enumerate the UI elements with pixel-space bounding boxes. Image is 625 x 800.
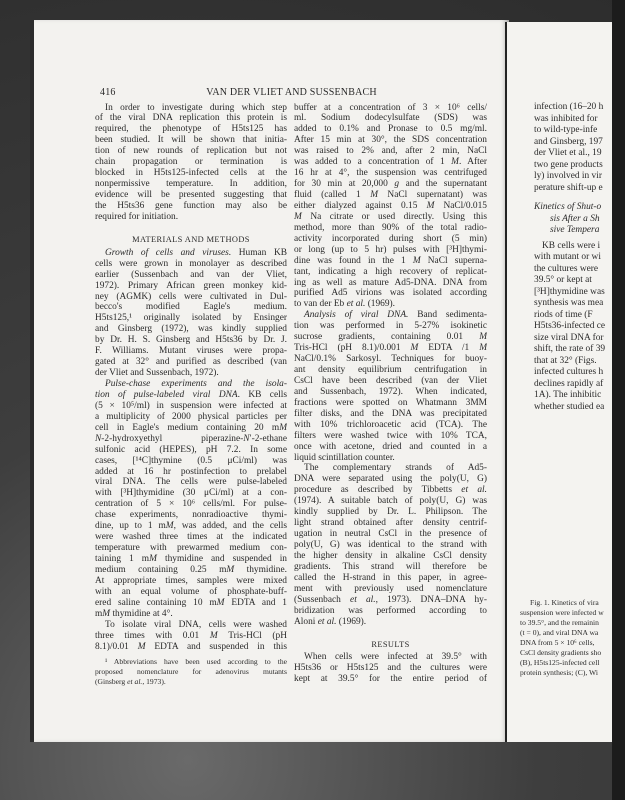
section-heading: MATERIALS AND METHODS: [132, 234, 250, 244]
text-line: filters were washed twice with 10% TCA,: [294, 430, 487, 441]
text-line: ml. Sodium dodecylsulfate (SDS) was: [294, 113, 487, 124]
text-run: procedure as described by Tibbetts: [294, 485, 462, 496]
caption-line: DNA from 5 × 10⁶ cells,: [520, 638, 595, 647]
text-line: method, more than 90% of the total radio-: [294, 222, 487, 233]
text-line: were washed three times at the indicated: [95, 532, 287, 543]
text-line: was inhibited for: [534, 113, 598, 124]
paragraph: [294, 652, 487, 685]
text-line: infection (16–20 h: [534, 102, 604, 112]
text-line: [294, 157, 487, 168]
text-line: [294, 343, 487, 354]
text-line: and Sussenbach, 1972). When indicated,: [294, 386, 487, 397]
text-line: chase experiments, nonradioactive thymi-: [95, 510, 287, 521]
text-line: ly) involved in vir: [534, 171, 602, 181]
text-line: becco's modified Eagle's medium.: [95, 302, 287, 313]
figure-caption: [520, 598, 612, 678]
text-line: ant density equilibrium centrifugation in: [294, 365, 487, 375]
italic-text: et al.: [127, 676, 143, 686]
text-line: [95, 554, 287, 565]
italic-text: M: [165, 521, 174, 532]
text-run: Band sedimenta-: [408, 310, 487, 321]
text-line: with [³H]thymidine (30 μCi/ml) at a con-: [95, 488, 287, 499]
italic-text: et al.: [350, 594, 376, 605]
text-line: [95, 423, 287, 434]
text-line: [³H]thymidine was: [534, 286, 605, 297]
text-line: light strand obtained after density centrif-: [294, 518, 487, 529]
text-line: and Ginsberg, 197: [534, 136, 603, 147]
text-run: (Sussenbach: [294, 594, 351, 605]
right-page-text: [534, 102, 612, 413]
text-run: sucrose gradients, containing 0.01: [294, 332, 480, 343]
text-line: 39.5° or kept at: [534, 275, 592, 285]
text-line: bridization was performed according to: [294, 605, 487, 616]
text-line: [294, 299, 487, 310]
text-line: and Ginsberg (1972), was kindly supplied: [95, 324, 287, 335]
italic-text: M: [410, 343, 419, 354]
text-line: ugation in neutral CsCl in the presence of: [294, 529, 487, 540]
text-line: ¹ Abbreviations have been used according to the: [105, 657, 287, 667]
paragraph: [95, 620, 287, 653]
text-line: activity incorporated during short (5 min): [294, 233, 487, 244]
text-run: and the supernatant: [399, 179, 487, 190]
text-line: F. Williams. Mutant viruses were propa-: [95, 346, 287, 357]
text-line: [95, 677, 287, 687]
text-line: two gene products: [534, 159, 603, 170]
text-run: taining 1 m: [95, 554, 150, 564]
text-line: When cells were infected at 39.5° with: [304, 652, 487, 663]
text-line: the H5ts36 gene function may also be: [95, 200, 287, 211]
text-line: [95, 609, 287, 620]
caption-line: Fig. 1. Kinetics of vira: [530, 598, 599, 607]
text-run: m: [95, 608, 103, 619]
paragraph: [294, 310, 487, 463]
text-run: dine was found in the 1: [294, 255, 413, 266]
text-line: filter disks, and the DNA was precipitated: [294, 408, 487, 419]
text-line: 1A). The inhibitic: [534, 390, 602, 400]
text-line: to wild-type-infe: [534, 125, 598, 135]
italic-text: M: [216, 597, 225, 608]
running-head: VAN DER VLIET AND SUSSENBACH: [206, 87, 377, 98]
text-line: CsCl have been described (van der Vliet: [294, 375, 487, 386]
text-run: fluid (called 1: [294, 190, 371, 200]
text-line: with 10% trichloroacetic acid (TCA). The: [294, 419, 487, 430]
section-heading: RESULTS: [371, 639, 410, 649]
text-line: evidence will be presented suggesting that: [95, 190, 287, 200]
text-line: of the viral DNA replication this protein is: [95, 113, 287, 124]
italic-text: M: [412, 255, 421, 266]
text-line: DNA were separated using the poly(U, G): [294, 474, 487, 485]
text-line: [95, 642, 287, 653]
italic-text: N: [243, 433, 250, 444]
text-run: ered saline containing 10 m: [95, 597, 217, 608]
page-number: 416: [100, 87, 116, 98]
text-run: three times with 0.01: [95, 630, 210, 641]
text-line: with mutant or wi: [534, 252, 601, 262]
italic-text: M: [479, 332, 487, 343]
text-line: declines rapidly af: [534, 378, 604, 389]
text-run: -2-hydroxyethyl piperazine-: [101, 433, 244, 444]
text-run: Human KB: [231, 247, 287, 258]
italic-text: tion of pulse-labeled viral DNA: [95, 389, 238, 400]
text-line: the cultures were: [534, 263, 599, 274]
text-run: thymidine and suspended in: [156, 554, 287, 564]
text-run: Tris-HCl (pH: [217, 630, 287, 641]
text-line: blocked in H5ts125-infected cells at the: [95, 168, 287, 179]
text-line: ney (AGMK) cells were cultivated in Dul-: [95, 291, 287, 302]
text-line: KB cells were i: [542, 240, 601, 251]
text-line: tion of new rounds of replication but not: [95, 146, 287, 157]
text-line: fractions were spotted on Whatmann 3MM: [294, 397, 487, 408]
text-line: gradients. This strand will therefore be: [294, 561, 487, 572]
text-line: [95, 248, 287, 259]
text-line: cells were grown in monolayer as described: [95, 258, 287, 269]
italic-text: M: [294, 211, 302, 222]
text-line: [294, 256, 487, 267]
paragraph: [95, 103, 287, 223]
italic-text: M: [102, 608, 111, 619]
text-line: The complementary strands of Ad5-: [304, 463, 487, 474]
text-line: [294, 332, 487, 343]
text-run: to van der Eb: [294, 299, 347, 310]
italic-text: M: [137, 641, 146, 652]
italic-text: M: [370, 190, 378, 200]
text-run: thymidine.: [234, 564, 287, 575]
italic-text: M: [479, 343, 487, 354]
text-line: [294, 485, 487, 496]
text-line: To isolate viral DNA, cells were washed: [105, 619, 287, 630]
text-line: [95, 390, 287, 401]
italic-text: et al.: [346, 299, 366, 310]
caption-line: to 39.5°, and the remainin: [520, 618, 599, 627]
text-line: whether studied ea: [534, 401, 605, 412]
italic-text: M: [209, 630, 218, 641]
text-run: NaCl/0.015: [434, 200, 487, 211]
text-line: shift, the rate of 39: [534, 344, 606, 354]
text-line: [95, 521, 287, 532]
text-line: size viral DNA for: [534, 332, 604, 343]
text-line: tion was performed in 5-27% isokinetic: [294, 321, 487, 332]
text-line: kept at 39.5° for the entire period of: [294, 674, 487, 685]
text-line: once with acetone, dried and counted in a: [294, 441, 487, 452]
text-run: thymidine at 4°.: [110, 608, 173, 619]
text-run: dine, up to 1 m: [95, 521, 166, 532]
text-line: proposed nomenclature for adenovirus mutants: [95, 667, 287, 677]
text-line: der Vliet and Sussenbach, 1972).: [95, 368, 219, 379]
text-line: centration of 5 × 10⁶ cells/ml. For pulse-: [95, 499, 287, 510]
caption-line: CsCl density gradients sho: [520, 648, 602, 657]
text-run: (1969).: [365, 299, 396, 310]
italic-text: M: [226, 564, 235, 575]
text-line: der Vliet et al., 19: [534, 148, 602, 158]
text-line: [95, 379, 287, 390]
footnote: [95, 657, 287, 686]
text-line: [294, 310, 487, 321]
text-line: [294, 190, 487, 201]
book-gutter: [612, 0, 625, 800]
text-run: ′-2-ethane: [249, 433, 287, 444]
text-line: chain propagation or termination is: [95, 157, 287, 168]
text-run: EDTA and suspended in this: [145, 641, 287, 652]
text-line: required for initiation.: [95, 211, 179, 222]
text-run: , 1973).: [142, 676, 166, 686]
text-line: [95, 434, 287, 445]
italic-text: et al.: [461, 485, 487, 496]
text-line: poly(U, G) was identical to the strand with: [294, 540, 487, 550]
text-run: EDTA and 1: [224, 597, 287, 608]
text-line: ment with previously used nomenclature: [294, 583, 487, 594]
text-line: been studied. It will be shown that initia-: [95, 135, 287, 146]
italic-text: M: [451, 157, 459, 168]
section-heading: sis After a Sh: [550, 213, 600, 224]
paragraph: [294, 463, 487, 627]
text-line: nonpermissive temperature. In addition,: [95, 179, 287, 190]
italic-text: Growth of cells and viruses.: [105, 247, 232, 258]
text-run: Na citrate or used directly. Using this: [301, 211, 487, 222]
text-line: the higher density in alkaline CsCl density: [294, 550, 487, 561]
text-line: [294, 201, 487, 212]
text-line: riods of time (F: [534, 309, 593, 320]
text-line: (5 × 10⁵/ml) in suspension were infected at: [95, 400, 287, 411]
text-line: [95, 631, 287, 642]
text-line: with an equal volume of phosphate-buff-: [95, 586, 287, 597]
italic-text: Analysis of viral DNA.: [304, 310, 409, 321]
text-line: required, the phenotype of H5ts125 has: [95, 124, 287, 135]
text-run: Aloni: [294, 616, 318, 627]
text-line: H5ts125,¹ originally isolated by Ensinger: [95, 313, 287, 324]
text-run: , 1973). DNA–DNA hy-: [375, 594, 487, 605]
text-line: a multiplicity of 2000 physical particles per: [95, 411, 287, 422]
caption-line: protein synthesis; (C), Wi: [520, 668, 599, 677]
text-run: cell in Eagle's medium containing 20 m: [95, 422, 280, 433]
italic-text: M: [279, 422, 287, 433]
paragraph: [95, 379, 287, 620]
text-line: synthesis was mea: [534, 298, 604, 308]
text-line: viral DNA. The cells were pulse-labeled: [95, 477, 287, 488]
text-line: 1972). Primary African green monkey kid-: [95, 280, 287, 291]
text-line: H5ts36 or H5ts125 and the cultures were: [294, 663, 487, 674]
text-line: H5ts36-infected ce: [534, 321, 606, 331]
section-heading: sive Tempera: [550, 225, 600, 235]
text-line: temperature with prewarmed medium con-: [95, 543, 287, 554]
italic-text: M: [149, 554, 157, 564]
text-run: medium containing 0.25 m: [95, 564, 227, 575]
section-heading: Kinetics of Shut-o: [534, 202, 602, 212]
text-run: (1969).: [336, 616, 367, 627]
italic-text: N: [95, 433, 102, 444]
text-line: In order to investigate during which step: [105, 102, 287, 113]
text-line: called the H-strand in this paper, in agree-: [294, 572, 487, 583]
text-run: Tris-HCl (pH 8.1)/0.001: [294, 343, 411, 354]
text-run: either dialyzed against 0.15: [294, 200, 427, 211]
caption-line: (B), H5ts125-infected cell: [520, 658, 600, 667]
italic-text: M: [426, 200, 435, 211]
text-line: [294, 617, 487, 628]
text-line: buffer at a concentration of 3 × 10⁶ cells/: [294, 102, 487, 113]
text-line: or long (up to 5 hr) pulses with [³H]thymi-: [294, 244, 487, 255]
left-column: [95, 103, 287, 687]
text-line: sulfonic acid (HEPES), pH 7.2. In some: [95, 444, 287, 455]
text-line: perature shift-up e: [534, 182, 603, 193]
text-run: NaCl supernatant) was: [378, 190, 487, 200]
text-line: added to 0.1% and Pronase to 0.5 mg/ml.: [294, 124, 487, 135]
text-line: earlier (Sussenbach and van der Vliet,: [95, 269, 287, 280]
italic-text: g: [394, 179, 400, 190]
text-line: [294, 212, 487, 223]
text-line: (1974). A suitable batch of poly(U, G) was: [294, 496, 487, 507]
text-line: that at 32° (Figs.: [534, 355, 597, 366]
text-line: was raised to 2% and, after 2 min, NaCl: [294, 146, 487, 157]
caption-line: suspension were infected w: [520, 608, 604, 617]
text-line: kindly supplied by Dr. L. Philipson. The: [294, 507, 487, 518]
text-run: (Ginsberg: [95, 676, 128, 686]
text-run: NaCl superna-: [420, 255, 487, 266]
paragraph: [95, 248, 287, 379]
text-run: 8.1)/0.01: [95, 641, 138, 652]
text-line: purified Ad5 virions was isolated according: [294, 288, 487, 299]
text-line: tant, indicating a high recovery of replicat-: [294, 266, 487, 277]
text-line: [294, 595, 487, 606]
text-line: gated at 32° and purified as described (van: [95, 357, 287, 368]
text-run: for 30 min at 20,000: [294, 179, 395, 190]
text-line: cases, [¹⁴C]thymine (0.5 μCi/ml) was: [95, 455, 287, 466]
text-line: 16 hr at 4°, the suspension was centrifuged: [294, 168, 487, 179]
text-line: NaCl/0.1% Sarkosyl. Techniques for buoy-: [294, 354, 487, 365]
text-line: [95, 565, 287, 576]
text-line: After 15 min at 30°, the SDS concentration: [294, 135, 487, 146]
text-line: liquid scintillation counter.: [294, 452, 395, 463]
text-run: , was added, and the cells: [173, 521, 287, 532]
text-run: EDTA /1: [418, 343, 480, 354]
italic-text: Pulse-chase experiments and the isola-: [105, 379, 287, 389]
text-run: . After: [458, 157, 487, 168]
text-line: infected cultures h: [534, 367, 604, 377]
text-line: by Dr. H. S. Ginsberg and H5ts36 by Dr. J.: [95, 335, 287, 346]
paragraph: [294, 103, 487, 311]
text-line: [294, 179, 487, 190]
right-column: [294, 103, 487, 686]
caption-line: (t = 0), and viral DNA wa: [520, 628, 599, 637]
text-line: added at 16 hr postinfection to prelabel: [95, 466, 287, 477]
text-run: was added to a concentration of 1: [294, 157, 452, 168]
text-line: At appropriate times, samples were mixed: [95, 575, 287, 586]
italic-text: et al.: [317, 616, 337, 627]
text-line: [95, 598, 287, 609]
text-line: ing as well as mature Ad5-DNA. DNA from: [294, 277, 487, 288]
text-run: . KB cells: [237, 389, 287, 400]
